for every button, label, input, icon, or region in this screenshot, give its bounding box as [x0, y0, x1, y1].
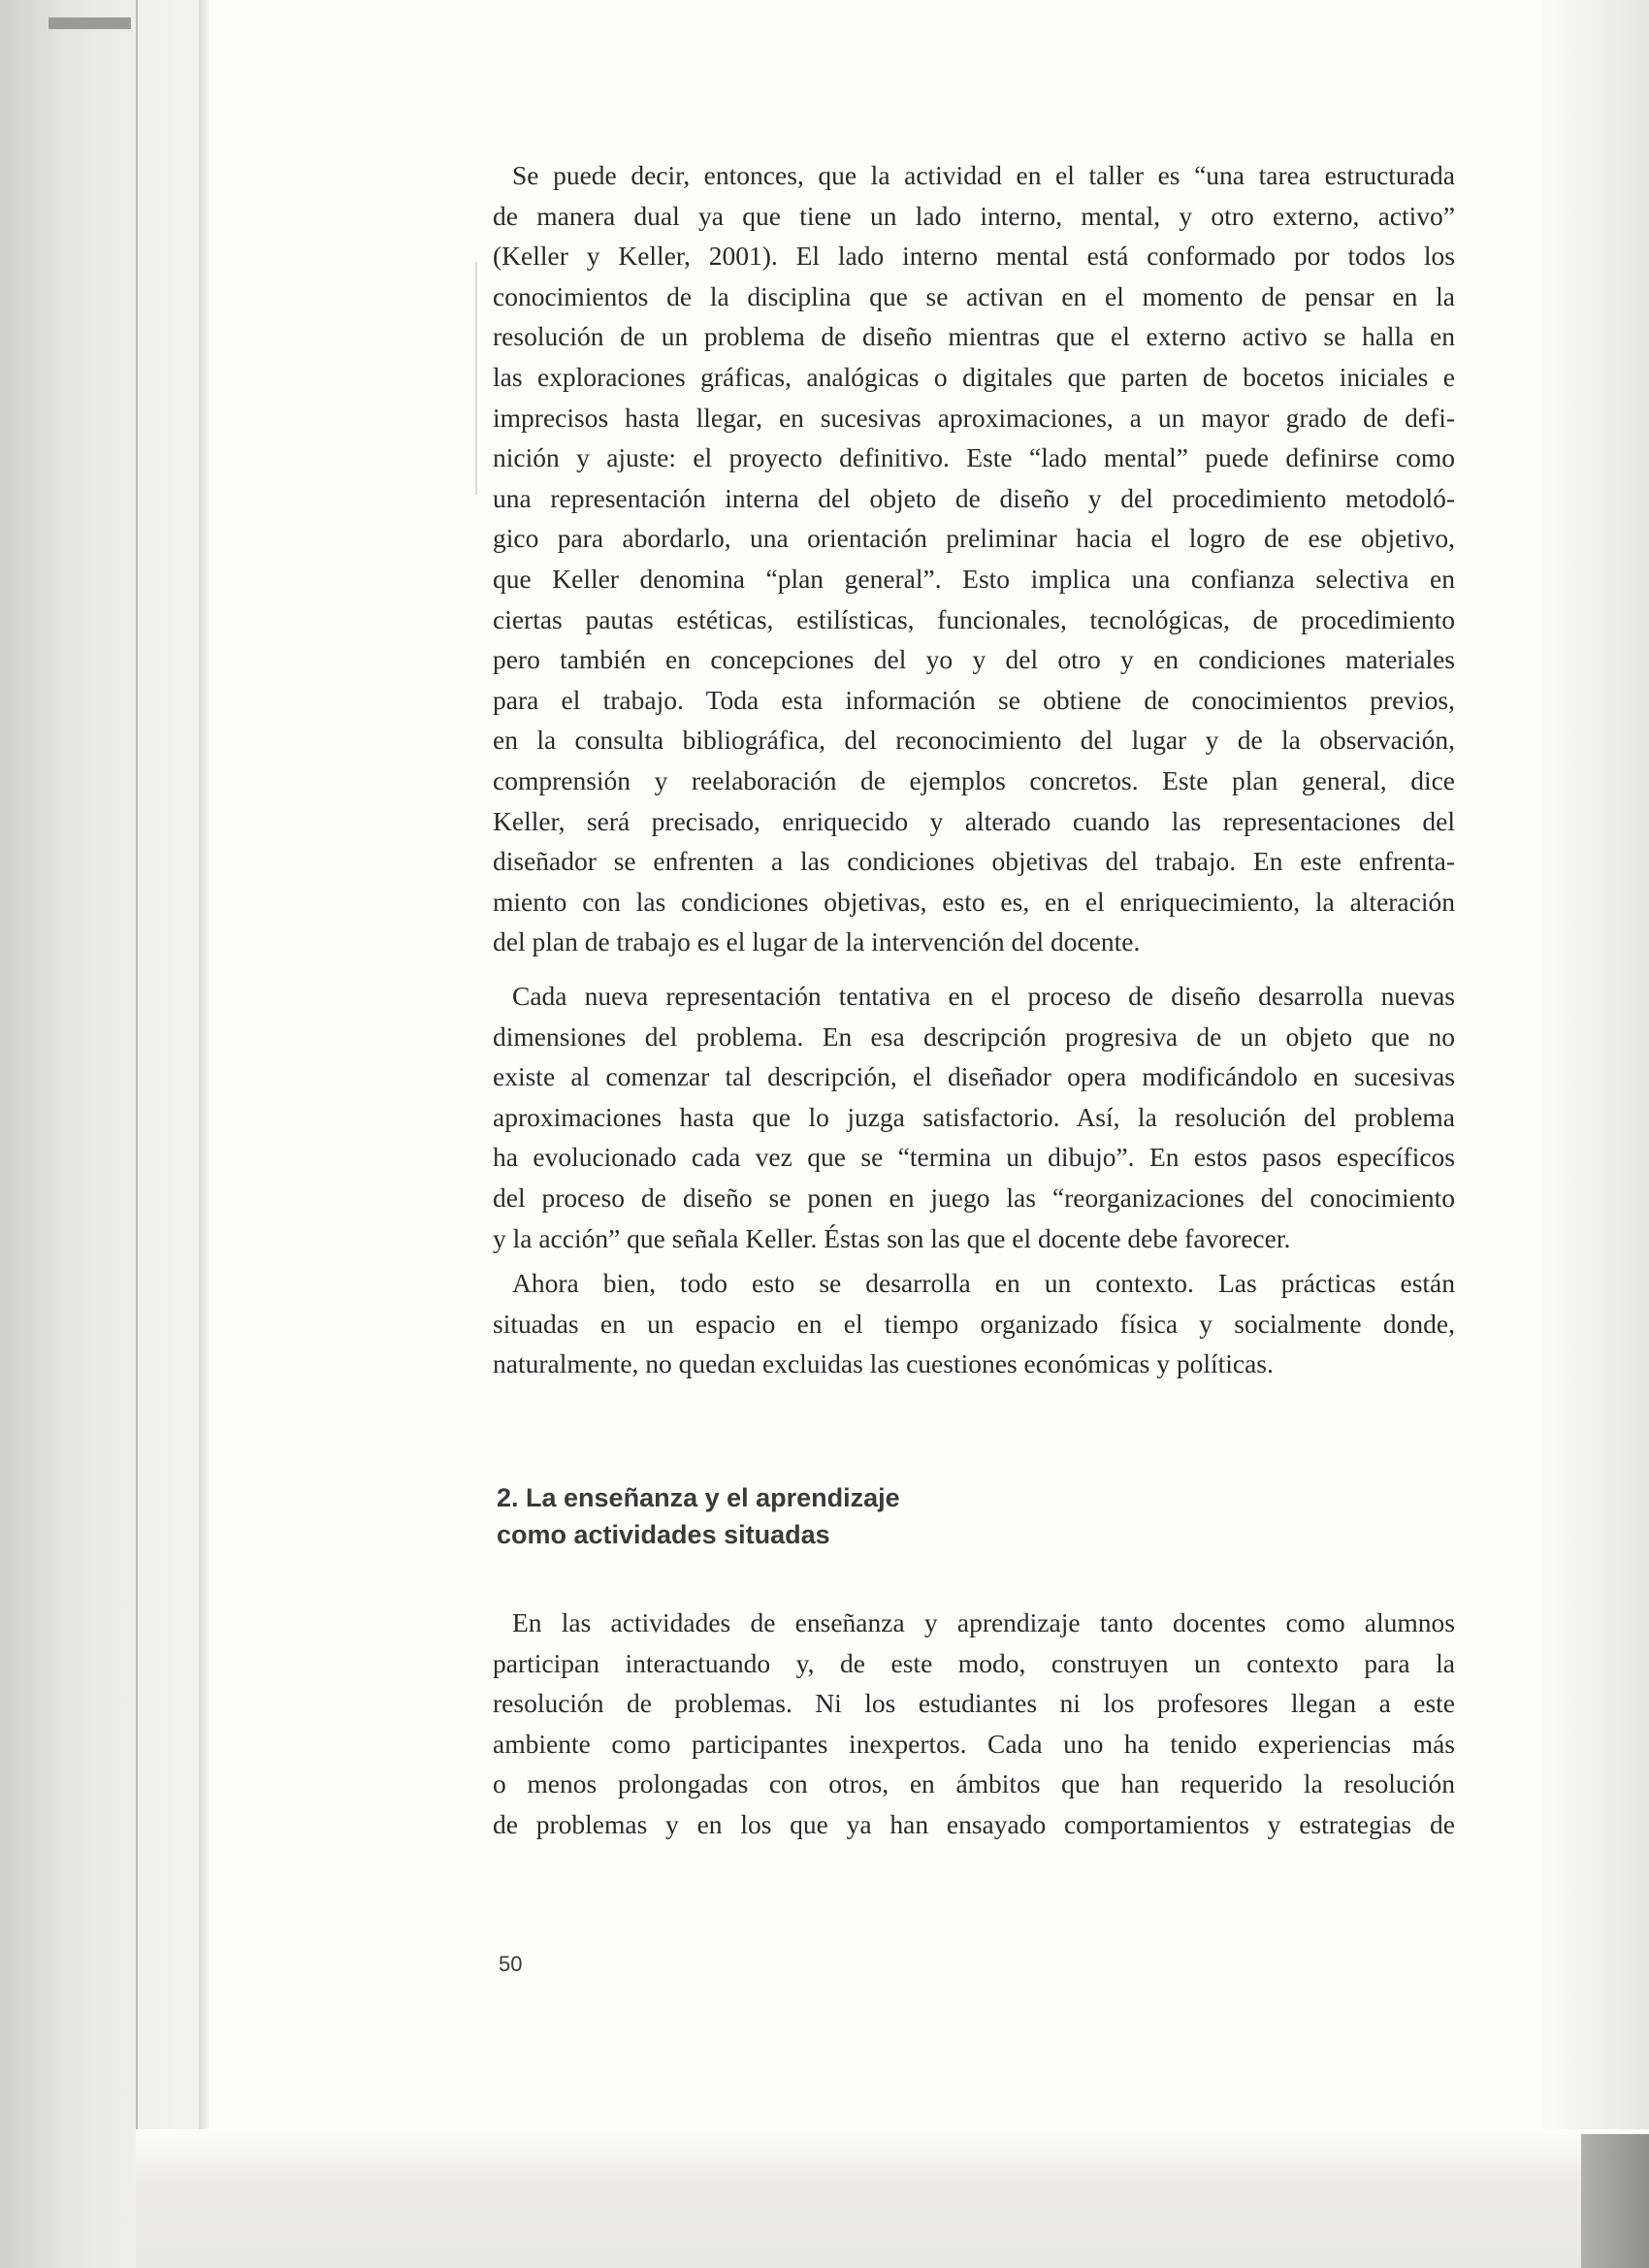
text-line: del proceso de diseño se ponen en juego las “reorganizaciones del conocimiento	[493, 1182, 1455, 1213]
text-line: Ahora bien, todo esto se desarrolla en un contexto. Las prácticas están	[512, 1268, 1455, 1298]
pencil-margin-mark	[475, 262, 477, 495]
text-line: ha evolucionado cada vez que se “termina un dibujo”. En estos pasos específicos	[493, 1142, 1455, 1173]
text-line: una representación interna del objeto de diseño y del procedimiento metodoló-	[493, 482, 1455, 513]
section-heading-line-2: como actividades situadas	[497, 1520, 830, 1549]
scan-right-dark-corner	[1581, 2134, 1649, 2268]
scan-gutter-shadow	[199, 0, 209, 2268]
text-line: Se puede decir, entonces, que la actividad en el taller es “una tarea estructurada	[512, 160, 1455, 190]
paragraph-2	[493, 976, 1455, 1258]
text-line: Cada nueva representación tentativa en el proceso de diseño desarrolla nuevas	[512, 981, 1455, 1011]
scan-left-edge	[136, 0, 138, 2268]
text-line: imprecisos hasta llegar, en sucesivas aproximaciones, a un mayor grado de defi-	[493, 402, 1455, 433]
text-line: dimensiones del problema. En esa descripción progresiva de un objeto que no	[493, 1021, 1455, 1052]
text-line: las exploraciones gráficas, analógicas o digitales que parten de bocetos iniciales e	[493, 361, 1455, 392]
text-line: y la acción” que señala Keller. Éstas son las que el docente debe favorecer.	[493, 1222, 1291, 1253]
text-line: gico para abordarlo, una orientación preliminar hacia el logro de ese objetivo,	[493, 523, 1455, 554]
text-line: (Keller y Keller, 2001). El lado interno mental está conformado por todos los	[493, 241, 1455, 272]
text-line: comprensión y reelaboración de ejemplos concretos. Este plan general, dice	[493, 764, 1455, 795]
text-line: de manera dual ya que tiene un lado interno, mental, y otro externo, activo”	[493, 200, 1455, 231]
text-line: resolución de un problema de diseño mientras que el externo activo se halla en	[493, 321, 1455, 352]
text-line: o menos prolongadas con otros, en ámbitos que han requerido la resolución	[493, 1768, 1455, 1799]
text-line: participan interactuando y, de este modo, construyen un contexto para la	[493, 1647, 1455, 1678]
text-line: existe al comenzar tal descripción, el diseñador opera modificándolo en sucesivas	[493, 1061, 1455, 1092]
text-line: resolución de problemas. Ni los estudiantes ni los profesores llegan a este	[493, 1688, 1455, 1719]
text-line: Keller, será precisado, enriquecido y alterado cuando las representaciones del	[493, 805, 1455, 836]
text-line: naturalmente, no quedan excluidas las cuestiones económicas y políticas.	[493, 1348, 1274, 1379]
scan-bottom-shadow	[136, 2129, 1649, 2268]
text-line: en la consulta bibliográfica, del reconocimiento del lugar y de la observación,	[493, 725, 1455, 756]
text-line: nición y ajuste: el proyecto definitivo. Este “lado mental” puede definirse como	[493, 442, 1455, 473]
text-line: ciertas pautas estéticas, estilísticas, funcionales, tecnológicas, de procedimiento	[493, 603, 1455, 634]
text-line: situadas en un espacio en el tiempo organizado física y socialmente donde,	[493, 1308, 1455, 1339]
text-line: conocimientos de la disciplina que se activan en el momento de pensar en la	[493, 280, 1455, 311]
text-line: aproximaciones hasta que lo juzga satisfactorio. Así, la resolución del problema	[493, 1101, 1455, 1132]
text-line: del plan de trabajo es el lugar de la intervención del docente.	[493, 926, 1141, 957]
text-line: pero también en concepciones del yo y del otro y en condiciones materiales	[493, 644, 1455, 675]
text-line: miento con las condiciones objetivas, esto es, en el enriquecimiento, la alteración	[493, 886, 1455, 917]
text-line: En las actividades de enseñanza y aprendizaje tanto docentes como alumnos	[512, 1607, 1455, 1637]
paragraph-3	[493, 1263, 1455, 1384]
scan-left-bar	[48, 17, 131, 29]
page-number: 50	[499, 1952, 523, 1976]
section-paragraph	[493, 1603, 1455, 1845]
text-line: de problemas y en los que ya han ensayado comportamientos y estrategias de	[493, 1808, 1455, 1839]
section-heading	[497, 1479, 1176, 1553]
scan-right-margin	[1542, 0, 1649, 2268]
section-heading-line-1: 2. La enseñanza y el aprendizaje	[497, 1483, 900, 1512]
scan-left-margin	[0, 0, 209, 2268]
text-line: ambiente como participantes inexpertos. Cada uno ha tenido experiencias más	[493, 1728, 1455, 1759]
text-line: diseñador se enfrenten a las condiciones objetivas del trabajo. En este enfrenta-	[493, 846, 1455, 877]
text-line: para el trabajo. Toda esta información se obtiene de conocimientos previos,	[493, 684, 1455, 715]
text-line: que Keller denomina “plan general”. Esto implica una confianza selectiva en	[493, 563, 1455, 594]
paragraph-1	[493, 155, 1455, 962]
